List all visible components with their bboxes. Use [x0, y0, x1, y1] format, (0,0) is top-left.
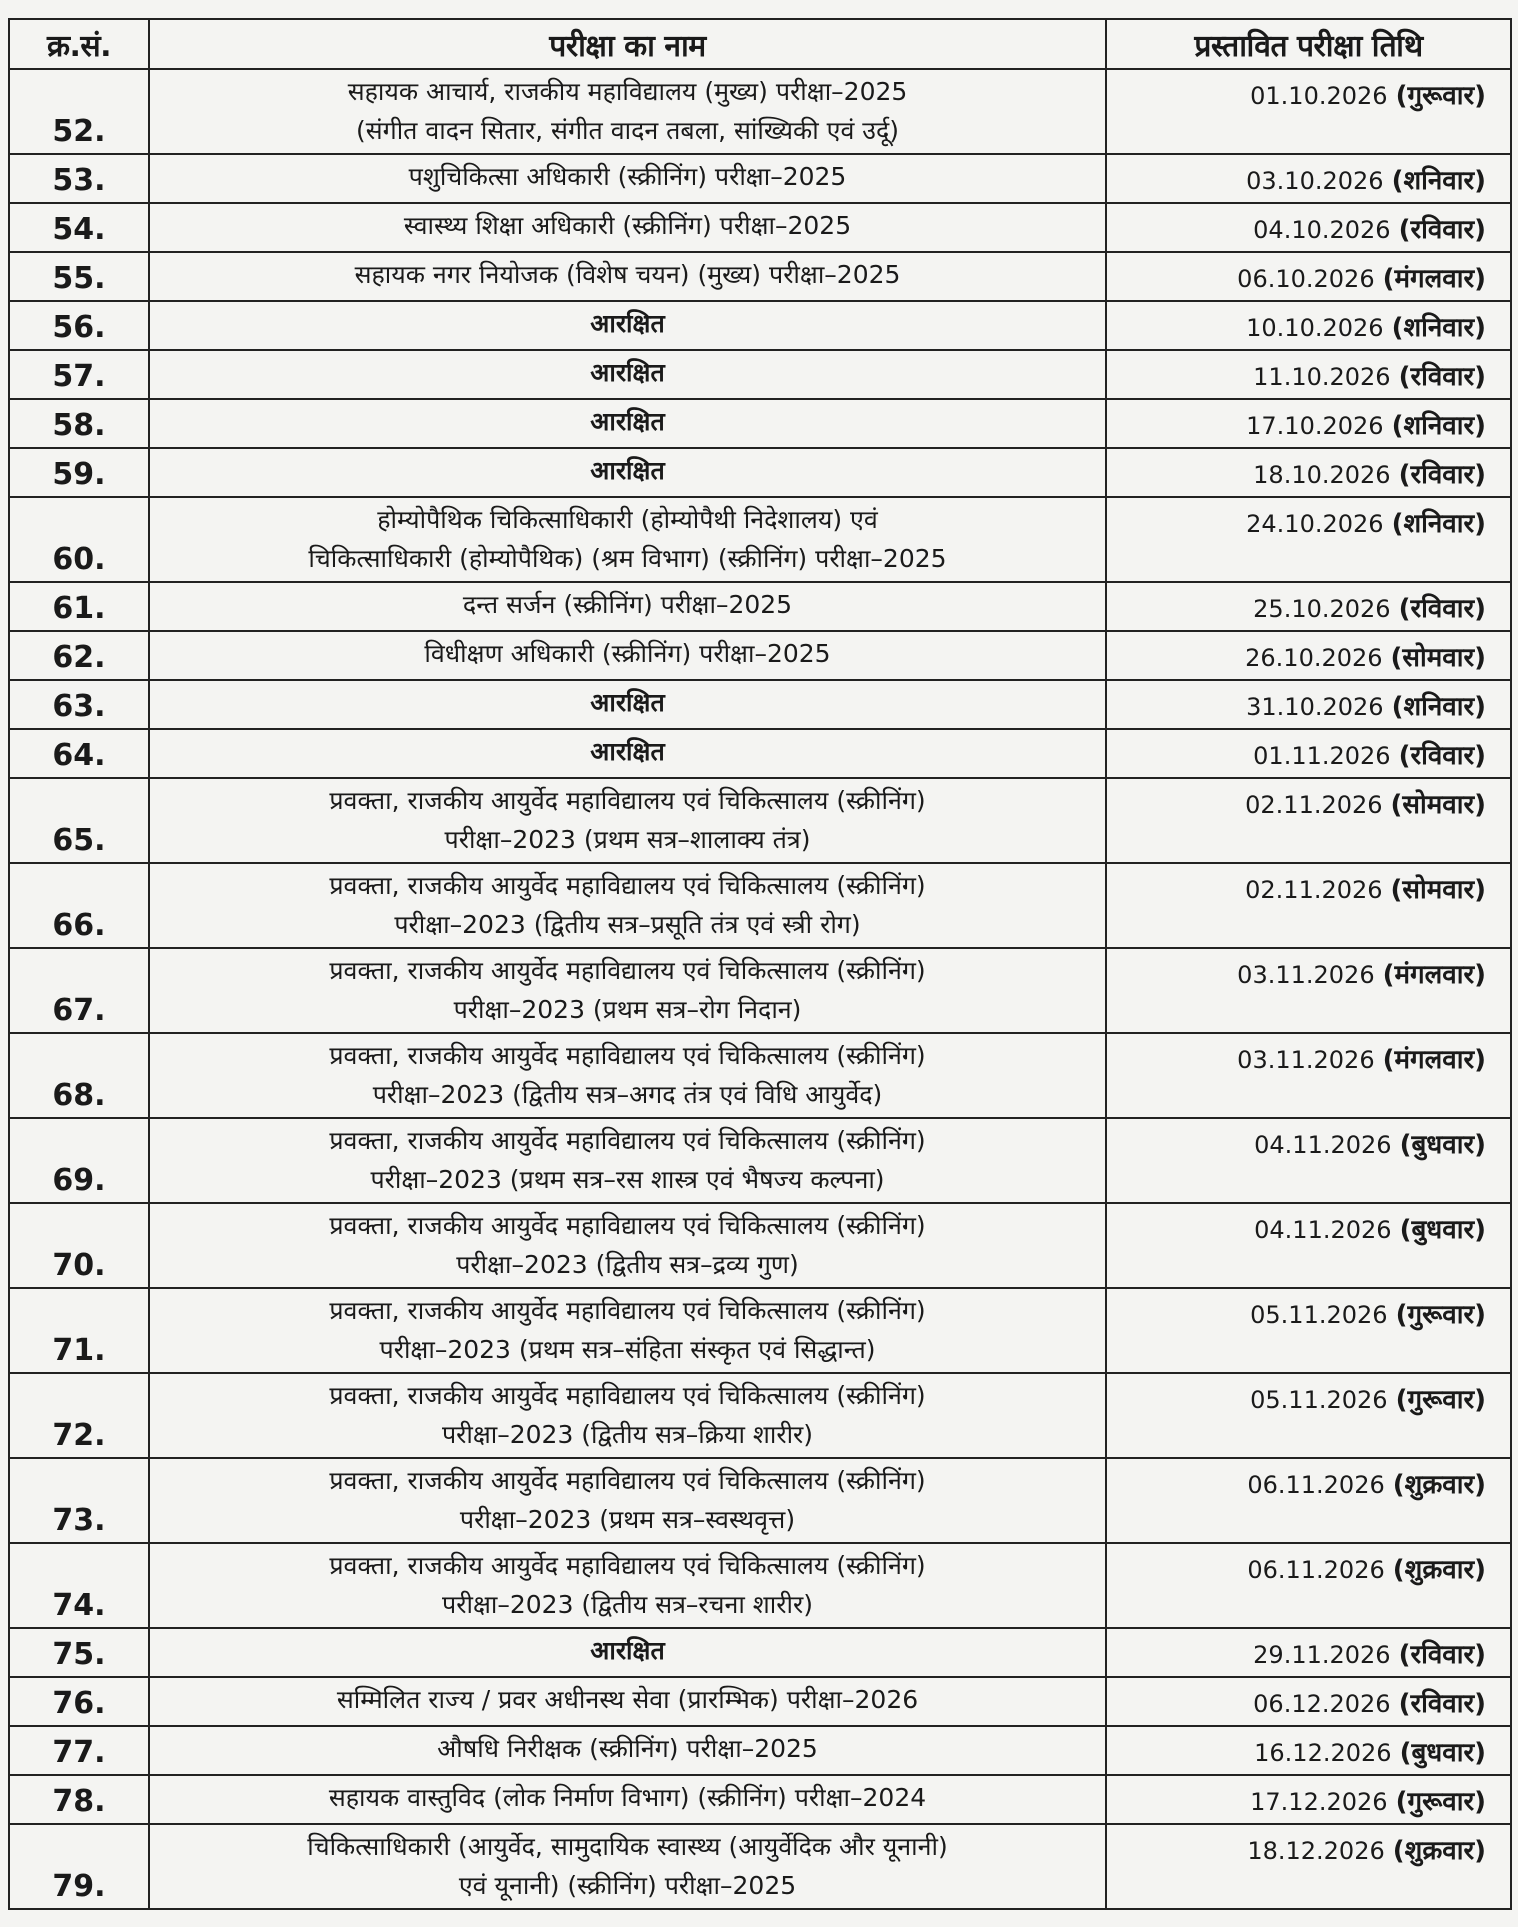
table-row	[9, 1203, 1511, 1288]
exam-date: 02.11.2026	[1245, 791, 1383, 819]
exam-name-line1: विधीक्षण अधिकारी (स्क्रीनिंग) परीक्षा–2025	[424, 639, 831, 668]
exam-schedule-document	[8, 18, 1510, 1910]
table-row-reserved	[9, 680, 1511, 729]
exam-name-line1: पशुचिकित्सा अधिकारी (स्क्रीनिंग) परीक्षा–2025	[408, 162, 847, 191]
exam-name-line1: प्रवक्ता, राजकीय आयुर्वेद महाविद्यालय एवं चिकित्सालय (स्क्रीनिंग)	[329, 1466, 926, 1495]
exam-date: 03.11.2026	[1237, 1046, 1375, 1074]
exam-date-cell	[1106, 448, 1511, 497]
serial-number: 70.	[9, 1203, 149, 1288]
exam-date-cell	[1106, 350, 1511, 399]
exam-date-cell	[1106, 778, 1511, 863]
exam-name-cell	[149, 1458, 1106, 1543]
table-row-reserved	[9, 448, 1511, 497]
exam-weekday: (शनिवार)	[1391, 509, 1486, 539]
exam-name-line1: औषधि निरीक्षक (स्क्रीनिंग) परीक्षा–2025	[437, 1734, 818, 1763]
exam-weekday: (मंगलवार)	[1382, 1045, 1486, 1075]
exam-date-cell	[1106, 1288, 1511, 1373]
exam-name-line1: चिकित्साधिकारी (आयुर्वेद, सामुदायिक स्वास्थ्य (आयुर्वेदिक और यूनानी)	[307, 1832, 948, 1861]
exam-name-line1: आरक्षित	[590, 737, 665, 766]
exam-name-cell	[149, 1203, 1106, 1288]
serial-number: 77.	[9, 1726, 149, 1775]
exam-name-cell	[149, 203, 1106, 252]
exam-date: 31.10.2026	[1246, 693, 1384, 721]
exam-name-line1: सहायक वास्तुविद (लोक निर्माण विभाग) (स्क्रीनिंग) परीक्षा–2024	[328, 1783, 927, 1812]
exam-date-cell	[1106, 1726, 1511, 1775]
table-row	[9, 948, 1511, 1033]
exam-name-line1: सहायक आचार्य, राजकीय महाविद्यालय (मुख्य) परीक्षा–2025	[347, 77, 908, 106]
exam-name-cell	[149, 680, 1106, 729]
exam-name-cell	[149, 1288, 1106, 1373]
exam-date-cell	[1106, 399, 1511, 448]
exam-date-cell	[1106, 1824, 1511, 1909]
serial-number: 66.	[9, 863, 149, 948]
table-row-reserved	[9, 301, 1511, 350]
exam-weekday: (सोमवार)	[1390, 643, 1486, 673]
exam-name-cell	[149, 1677, 1106, 1726]
exam-weekday: (गुरूवार)	[1395, 1300, 1486, 1330]
table-row	[9, 631, 1511, 680]
table-row	[9, 497, 1511, 582]
table-row	[9, 1726, 1511, 1775]
serial-number: 68.	[9, 1033, 149, 1118]
exam-name-line1: प्रवक्ता, राजकीय आयुर्वेद महाविद्यालय एवं चिकित्सालय (स्क्रीनिंग)	[329, 1126, 926, 1155]
exam-name-cell	[149, 154, 1106, 203]
table-row	[9, 863, 1511, 948]
exam-weekday: (शनिवार)	[1391, 411, 1486, 441]
exam-weekday: (रविवार)	[1398, 362, 1486, 392]
exam-name-line1: प्रवक्ता, राजकीय आयुर्वेद महाविद्यालय एवं चिकित्सालय (स्क्रीनिंग)	[329, 1381, 926, 1410]
exam-date: 04.11.2026	[1254, 1216, 1392, 1244]
exam-date-cell	[1106, 69, 1511, 154]
exam-date: 06.11.2026	[1247, 1556, 1385, 1584]
exam-name-line2: परीक्षा–2023 (प्रथम सत्र–रस शास्त्र एवं भैषज्य कल्पना)	[370, 1165, 885, 1194]
exam-name-cell	[149, 1118, 1106, 1203]
serial-number: 56.	[9, 301, 149, 350]
exam-weekday: (मंगलवार)	[1382, 264, 1486, 294]
exam-date: 06.12.2026	[1253, 1690, 1391, 1718]
serial-number: 74.	[9, 1543, 149, 1628]
exam-date: 10.10.2026	[1246, 314, 1384, 342]
table-row	[9, 1118, 1511, 1203]
exam-date-cell	[1106, 1373, 1511, 1458]
exam-name-line2: परीक्षा–2023 (द्वितीय सत्र–रचना शारीर)	[442, 1590, 813, 1619]
exam-name-line1: आरक्षित	[590, 407, 665, 436]
exam-weekday: (गुरूवार)	[1395, 1787, 1486, 1817]
exam-date-cell	[1106, 1628, 1511, 1677]
table-row-reserved	[9, 1628, 1511, 1677]
exam-date: 17.10.2026	[1246, 412, 1384, 440]
serial-number: 71.	[9, 1288, 149, 1373]
exam-name-cell	[149, 448, 1106, 497]
exam-name-cell	[149, 863, 1106, 948]
exam-name-line1: आरक्षित	[590, 456, 665, 485]
table-row-reserved	[9, 729, 1511, 778]
exam-name-line1: आरक्षित	[590, 1636, 665, 1665]
serial-number: 55.	[9, 252, 149, 301]
exam-name-cell	[149, 69, 1106, 154]
exam-name-line2: परीक्षा–2023 (द्वितीय सत्र–द्रव्य गुण)	[456, 1250, 799, 1279]
exam-weekday: (रविवार)	[1398, 215, 1486, 245]
exam-date-cell	[1106, 582, 1511, 631]
exam-name-line1: प्रवक्ता, राजकीय आयुर्वेद महाविद्यालय एवं चिकित्सालय (स्क्रीनिंग)	[329, 1551, 926, 1580]
serial-number: 60.	[9, 497, 149, 582]
exam-name-cell	[149, 252, 1106, 301]
exam-name-line2: परीक्षा–2023 (प्रथम सत्र–संहिता संस्कृत एवं सिद्धान्त)	[379, 1335, 876, 1364]
exam-date-cell	[1106, 497, 1511, 582]
exam-name-line1: आरक्षित	[590, 309, 665, 338]
serial-number: 79.	[9, 1824, 149, 1909]
exam-name-line2: परीक्षा–2023 (प्रथम सत्र–शालाक्य तंत्र)	[444, 825, 811, 854]
exam-date: 18.12.2026	[1247, 1837, 1385, 1865]
exam-name-cell	[149, 1824, 1106, 1909]
table-row	[9, 69, 1511, 154]
serial-number: 58.	[9, 399, 149, 448]
exam-date-cell	[1106, 631, 1511, 680]
exam-date-cell	[1106, 1543, 1511, 1628]
exam-name-cell	[149, 1775, 1106, 1824]
header-serial-number: क्र.सं.	[9, 19, 149, 69]
exam-date: 18.10.2026	[1253, 461, 1391, 489]
exam-weekday: (शुक्रवार)	[1392, 1836, 1486, 1866]
serial-number: 53.	[9, 154, 149, 203]
serial-number: 67.	[9, 948, 149, 1033]
exam-name-cell	[149, 729, 1106, 778]
exam-date-cell	[1106, 729, 1511, 778]
exam-name-line2: परीक्षा–2023 (प्रथम सत्र–स्वस्थवृत्त)	[459, 1505, 796, 1534]
table-row	[9, 1373, 1511, 1458]
exam-date: 25.10.2026	[1253, 595, 1391, 623]
exam-date-cell	[1106, 1203, 1511, 1288]
exam-date: 03.10.2026	[1246, 167, 1384, 195]
exam-name-cell	[149, 631, 1106, 680]
header-exam-name: परीक्षा का नाम	[149, 19, 1106, 69]
exam-date: 24.10.2026	[1246, 510, 1384, 538]
table-row	[9, 1775, 1511, 1824]
exam-weekday: (सोमवार)	[1390, 790, 1486, 820]
table-row	[9, 1288, 1511, 1373]
serial-number: 61.	[9, 582, 149, 631]
exam-date-cell	[1106, 1458, 1511, 1543]
exam-weekday: (शुक्रवार)	[1392, 1470, 1486, 1500]
exam-weekday: (बुधवार)	[1399, 1130, 1486, 1160]
exam-name-line1: प्रवक्ता, राजकीय आयुर्वेद महाविद्यालय एवं चिकित्सालय (स्क्रीनिंग)	[329, 786, 926, 815]
exam-name-cell	[149, 582, 1106, 631]
serial-number: 62.	[9, 631, 149, 680]
serial-number: 78.	[9, 1775, 149, 1824]
table-row	[9, 154, 1511, 203]
exam-date-cell	[1106, 1033, 1511, 1118]
exam-weekday: (शनिवार)	[1391, 313, 1486, 343]
exam-date: 06.11.2026	[1247, 1471, 1385, 1499]
serial-number: 65.	[9, 778, 149, 863]
exam-name-line2: परीक्षा–2023 (द्वितीय सत्र–अगद तंत्र एवं विधि आयुर्वेद)	[372, 1080, 883, 1109]
exam-date-cell	[1106, 252, 1511, 301]
exam-date: 26.10.2026	[1245, 644, 1383, 672]
table-row	[9, 1458, 1511, 1543]
table-row	[9, 1033, 1511, 1118]
exam-date: 03.11.2026	[1237, 961, 1375, 989]
table-row-reserved	[9, 350, 1511, 399]
exam-weekday: (रविवार)	[1398, 1640, 1486, 1670]
exam-name-line1: दन्त सर्जन (स्क्रीनिंग) परीक्षा–2025	[462, 590, 793, 619]
exam-date: 17.12.2026	[1250, 1788, 1388, 1816]
exam-weekday: (शुक्रवार)	[1392, 1555, 1486, 1585]
header-proposed-date: प्रस्तावित परीक्षा तिथि	[1106, 19, 1511, 69]
exam-weekday: (रविवार)	[1398, 460, 1486, 490]
serial-number: 69.	[9, 1118, 149, 1203]
exam-date-cell	[1106, 680, 1511, 729]
exam-name-line2: परीक्षा–2023 (द्वितीय सत्र–क्रिया शारीर)	[441, 1420, 814, 1449]
table-row	[9, 1543, 1511, 1628]
exam-date: 05.11.2026	[1250, 1301, 1388, 1329]
exam-date: 01.11.2026	[1253, 742, 1391, 770]
exam-name-cell	[149, 350, 1106, 399]
exam-name-line1: प्रवक्ता, राजकीय आयुर्वेद महाविद्यालय एवं चिकित्सालय (स्क्रीनिंग)	[329, 871, 926, 900]
exam-name-cell	[149, 1033, 1106, 1118]
serial-number: 72.	[9, 1373, 149, 1458]
serial-number: 73.	[9, 1458, 149, 1543]
exam-weekday: (शनिवार)	[1391, 166, 1486, 196]
exam-name-line1: आरक्षित	[590, 688, 665, 717]
exam-date: 02.11.2026	[1245, 876, 1383, 904]
exam-date-cell	[1106, 301, 1511, 350]
table-row-reserved	[9, 399, 1511, 448]
exam-date: 04.11.2026	[1254, 1131, 1392, 1159]
exam-name-line2: चिकित्साधिकारी (होम्योपैथिक) (श्रम विभाग) (स्क्रीनिंग) परीक्षा–2025	[308, 544, 947, 573]
exam-date-cell	[1106, 863, 1511, 948]
serial-number: 75.	[9, 1628, 149, 1677]
exam-date-cell	[1106, 948, 1511, 1033]
serial-number: 57.	[9, 350, 149, 399]
exam-name-cell	[149, 1628, 1106, 1677]
exam-name-cell	[149, 948, 1106, 1033]
table-row	[9, 1824, 1511, 1909]
exam-date: 11.10.2026	[1253, 363, 1391, 391]
serial-number: 52.	[9, 69, 149, 154]
table-header-row	[9, 19, 1511, 69]
exam-name-line1: स्वास्थ्य शिक्षा अधिकारी (स्क्रीनिंग) परीक्षा–2025	[403, 211, 852, 240]
exam-name-cell	[149, 1373, 1106, 1458]
exam-name-line2: (संगीत वादन सितार, संगीत वादन तबला, सांख्यिकी एवं उर्दू)	[355, 116, 900, 145]
table-row	[9, 252, 1511, 301]
serial-number: 76.	[9, 1677, 149, 1726]
exam-schedule-table	[8, 18, 1512, 1910]
exam-date-cell	[1106, 154, 1511, 203]
exam-name-line1: प्रवक्ता, राजकीय आयुर्वेद महाविद्यालय एवं चिकित्सालय (स्क्रीनिंग)	[329, 956, 926, 985]
serial-number: 54.	[9, 203, 149, 252]
table-row	[9, 582, 1511, 631]
exam-name-line2: एवं यूनानी) (स्क्रीनिंग) परीक्षा–2025	[458, 1871, 797, 1900]
exam-name-cell	[149, 1543, 1106, 1628]
exam-weekday: (गुरूवार)	[1395, 81, 1486, 111]
table-row	[9, 778, 1511, 863]
serial-number: 59.	[9, 448, 149, 497]
exam-weekday: (रविवार)	[1398, 594, 1486, 624]
table-row	[9, 203, 1511, 252]
exam-name-line1: प्रवक्ता, राजकीय आयुर्वेद महाविद्यालय एवं चिकित्सालय (स्क्रीनिंग)	[329, 1296, 926, 1325]
exam-date: 06.10.2026	[1237, 265, 1375, 293]
exam-name-line1: होम्योपैथिक चिकित्साधिकारी (होम्योपैथी निदेशालय) एवं	[377, 505, 878, 534]
exam-date: 01.10.2026	[1250, 82, 1388, 110]
exam-weekday: (मंगलवार)	[1382, 960, 1486, 990]
exam-name-cell	[149, 497, 1106, 582]
exam-name-line1: सम्मिलित राज्य / प्रवर अधीनस्थ सेवा (प्रारम्भिक) परीक्षा–2026	[336, 1685, 919, 1714]
exam-name-line1: आरक्षित	[590, 358, 665, 387]
exam-name-line1: प्रवक्ता, राजकीय आयुर्वेद महाविद्यालय एवं चिकित्सालय (स्क्रीनिंग)	[329, 1211, 926, 1240]
exam-weekday: (रविवार)	[1398, 741, 1486, 771]
exam-weekday: (गुरूवार)	[1395, 1385, 1486, 1415]
exam-name-cell	[149, 399, 1106, 448]
table-body	[9, 69, 1511, 1909]
exam-name-line2: परीक्षा–2023 (द्वितीय सत्र–प्रसूति तंत्र एवं स्त्री रोग)	[394, 910, 861, 939]
exam-date: 29.11.2026	[1253, 1641, 1391, 1669]
exam-weekday: (बुधवार)	[1399, 1215, 1486, 1245]
exam-weekday: (सोमवार)	[1390, 875, 1486, 905]
exam-name-cell	[149, 1726, 1106, 1775]
exam-name-line1: सहायक नगर नियोजक (विशेष चयन) (मुख्य) परीक्षा–2025	[354, 260, 901, 289]
exam-date: 16.12.2026	[1254, 1739, 1392, 1767]
exam-date: 04.10.2026	[1253, 216, 1391, 244]
serial-number: 64.	[9, 729, 149, 778]
serial-number: 63.	[9, 680, 149, 729]
exam-weekday: (शनिवार)	[1391, 692, 1486, 722]
exam-date: 05.11.2026	[1250, 1386, 1388, 1414]
exam-name-cell	[149, 301, 1106, 350]
exam-date-cell	[1106, 1775, 1511, 1824]
exam-weekday: (रविवार)	[1398, 1689, 1486, 1719]
exam-name-line1: प्रवक्ता, राजकीय आयुर्वेद महाविद्यालय एवं चिकित्सालय (स्क्रीनिंग)	[329, 1041, 926, 1070]
exam-date-cell	[1106, 1677, 1511, 1726]
exam-name-cell	[149, 778, 1106, 863]
exam-name-line2: परीक्षा–2023 (प्रथम सत्र–रोग निदान)	[453, 995, 802, 1024]
exam-date-cell	[1106, 203, 1511, 252]
table-row	[9, 1677, 1511, 1726]
exam-weekday: (बुधवार)	[1399, 1738, 1486, 1768]
exam-date-cell	[1106, 1118, 1511, 1203]
